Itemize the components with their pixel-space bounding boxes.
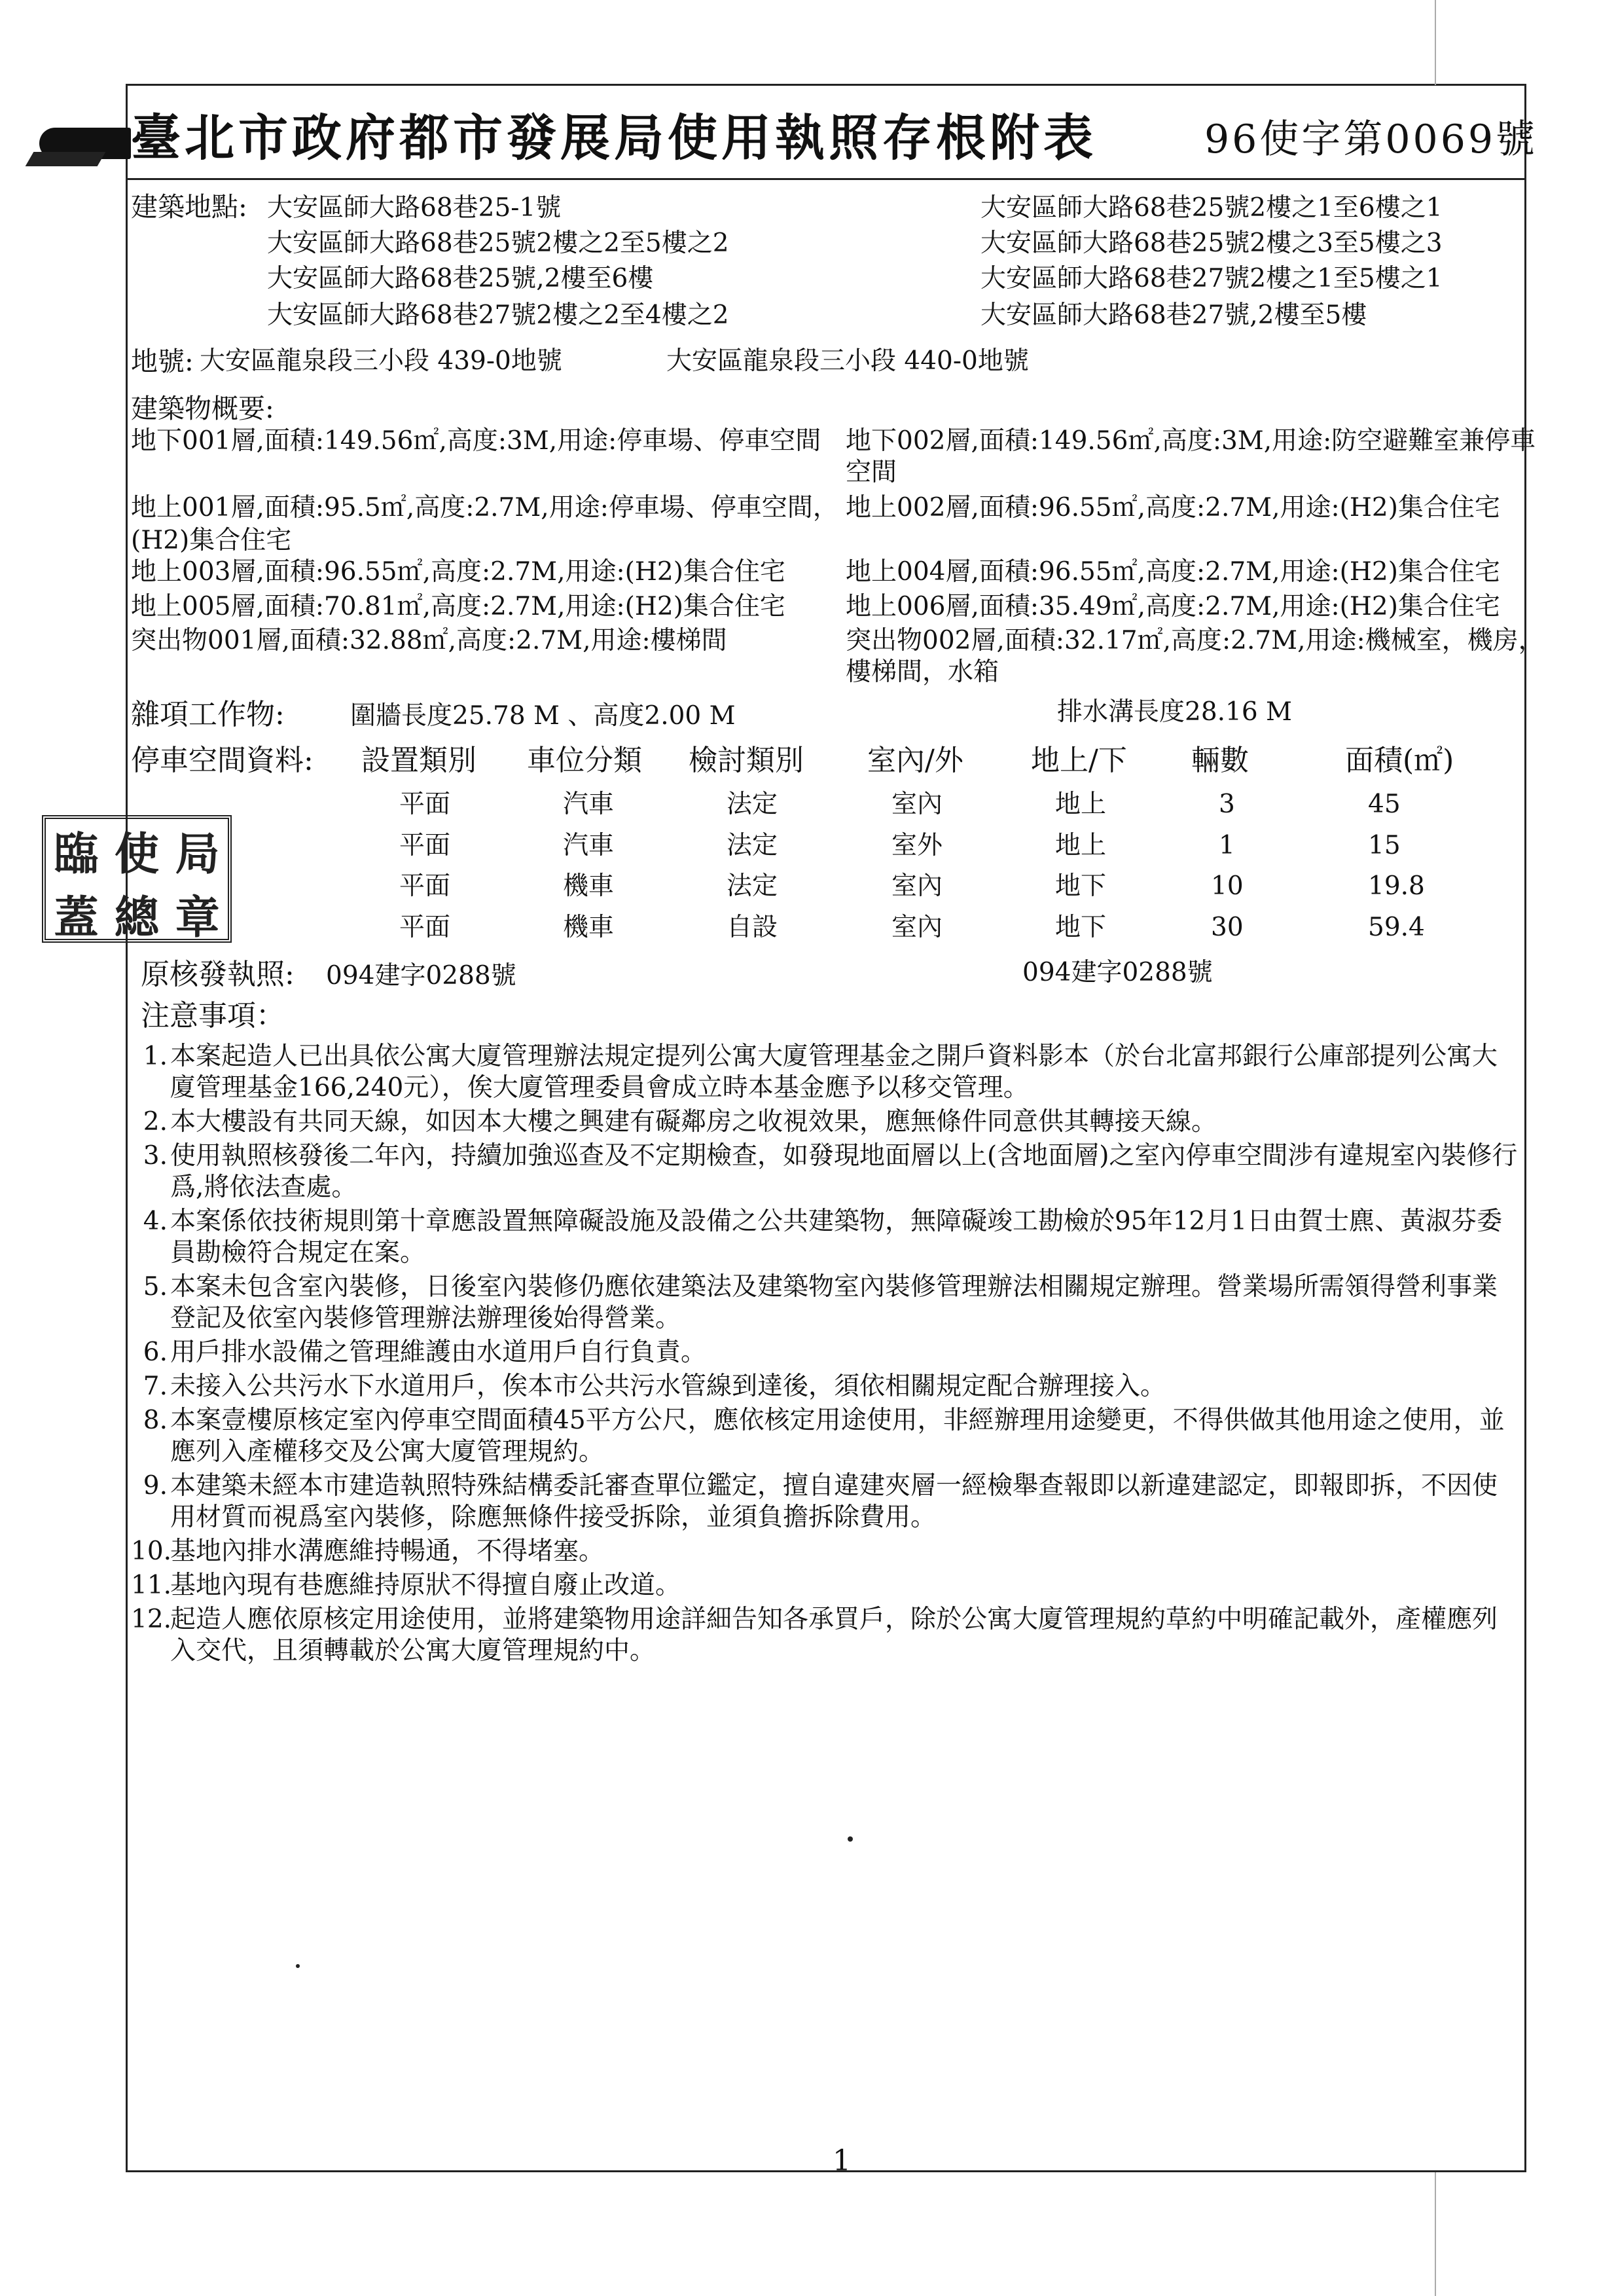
floor-spec: 地下002層,面積:149.56㎡,高度:3M,用途:防空避難室兼停車 [846, 426, 1536, 456]
note-text: 本案壹樓原核定室內停車空間面積45平方公尺，應依核定用途使用，非經辦理用途變更，不得供做其他用途之使用，並應列入產權移交及公寓大廈管理規約。 [170, 1406, 1505, 1467]
site-address: 大安區師大路68巷25號2樓之2至5樓之2 [267, 228, 729, 258]
note-number: 2. [143, 1107, 168, 1137]
note-item [131, 1371, 1519, 1402]
parking-label: 停車空間資料: [131, 744, 314, 777]
note-text: 本大樓設有共同天線，如因本大樓之興建有礙鄰房之收視效果，應無條件同意供其轉接天線。 [170, 1107, 1217, 1137]
note-number: 10. [131, 1537, 172, 1566]
parking-header: 室內/外 [867, 744, 963, 777]
floor-spec: 地下001層,面積:149.56㎡,高度:3M,用途:停車場、停車空間 [131, 426, 821, 456]
note-text: 本建築未經本市建造執照特殊結構委託審查單位鑑定，擅自違建夾層一經檢舉查報即以新違建認定，即報即拆，不因使用材質而視爲室內裝修，除應無條件接受拆除，並須負擔拆除費用。 [170, 1471, 1498, 1532]
parking-header: 車位分類 [527, 744, 642, 777]
seal-character: 蓋 [54, 892, 99, 944]
parking-header: 地上/下 [1031, 744, 1127, 777]
site-label: 建築地點: [131, 191, 247, 223]
note-item [131, 1405, 1519, 1468]
site-address: 大安區師大路68巷25-1號 [267, 193, 562, 223]
overview-label: 建築物概要: [131, 393, 274, 424]
note-number: 11. [131, 1571, 172, 1600]
official-seal [42, 815, 232, 943]
seal-character: 局 [175, 828, 220, 881]
misc-label: 雜項工作物: [131, 698, 285, 731]
parking-cell: 59.4 [1368, 913, 1425, 942]
parking-header: 面積(㎡) [1345, 744, 1454, 777]
parking-cell: 室內 [891, 871, 943, 901]
floor-spec: 突出物002層,面積:32.17㎡,高度:2.7M,用途:機械室，機房， [846, 626, 1544, 655]
note-text: 用戶排水設備之管理維護由水道用戶自行負責。 [170, 1338, 707, 1367]
note-item [131, 1337, 1519, 1368]
parking-cell: 法定 [727, 831, 778, 860]
parking-cell: 10 [1211, 871, 1244, 901]
parking-cell: 地下 [1055, 913, 1107, 942]
parking-cell: 平面 [399, 831, 451, 860]
note-item [131, 1140, 1519, 1203]
note-item [131, 1536, 1519, 1567]
site-address: 大安區師大路68巷27號2樓之2至4樓之2 [267, 301, 729, 330]
note-text: 本案起造人已出具依公寓大廈管理辦法規定提列公寓大廈管理基金之開戶資料影本（於台北富邦銀行公庫部提列公寓大廈管理基金166,240元），俟大廈管理委員會成立時本基金應予以移交管理。 [170, 1042, 1498, 1102]
note-item [131, 1206, 1519, 1269]
notes-list [131, 1041, 1519, 1669]
note-number: 3. [143, 1141, 168, 1171]
document-title: 臺北市政府都市發展局使用執照存根附表 [131, 109, 1097, 167]
parking-header: 輛數 [1191, 744, 1249, 777]
parking-cell: 地上 [1055, 790, 1107, 819]
parking-cell: 45 [1368, 790, 1401, 819]
parking-cell: 15 [1368, 831, 1401, 860]
floor-spec: 地上001層,面積:95.5㎡,高度:2.7M,用途:停車場、停車空間， [131, 493, 838, 522]
site-address: 大安區師大路68巷27號2樓之1至5樓之1 [980, 264, 1443, 293]
floor-spec: 地上006層,面積:35.49㎡,高度:2.7M,用途:(H2)集合住宅 [846, 592, 1500, 621]
seal-character: 使 [114, 828, 159, 881]
parking-cell: 室內 [891, 913, 943, 942]
note-item [131, 1570, 1519, 1601]
parking-cell: 機車 [563, 913, 615, 942]
binding-margin-line [1435, 2172, 1436, 2296]
site-address: 大安區師大路68巷25號2樓之3至5樓之3 [980, 228, 1443, 258]
parking-cell: 地下 [1055, 871, 1107, 901]
parking-cell: 法定 [727, 790, 778, 819]
parking-cell: 室外 [891, 831, 943, 860]
permit-number: 96使字第0069號 [1204, 117, 1538, 162]
parking-cell: 平面 [399, 790, 451, 819]
parking-cell: 室內 [891, 790, 943, 819]
scan-speck [848, 1836, 853, 1842]
floor-spec: 地上005層,面積:70.81㎡,高度:2.7M,用途:(H2)集合住宅 [131, 592, 785, 621]
parking-cell: 汽車 [563, 790, 615, 819]
original-permit-number: 094建字0288號 [326, 961, 516, 991]
note-item [131, 1106, 1519, 1138]
note-number: 6. [143, 1338, 168, 1367]
note-item [131, 1604, 1519, 1667]
note-text: 本案未包含室內裝修，日後室內裝修仍應依建築法及建築物室內裝修管理辦法相關規定辦理。營業場所需領得營利事業登記及依室內裝修管理辦法辦理後始得營業。 [170, 1272, 1498, 1333]
parking-cell: 3 [1219, 790, 1235, 819]
note-number: 7. [143, 1372, 168, 1401]
header-divider [128, 178, 1524, 180]
site-address: 大安區師大路68巷25號2樓之1至6樓之1 [980, 193, 1443, 223]
parking-cell: 1 [1219, 831, 1235, 860]
misc-drain: 排水溝長度28.16 M [1057, 697, 1292, 727]
seal-character: 臨 [54, 828, 99, 881]
note-text: 基地內現有巷應維持原狀不得擅自廢止改道。 [170, 1571, 681, 1600]
seal-character: 章 [175, 892, 220, 944]
note-item [131, 1041, 1519, 1104]
misc-wall: 圍牆長度25.78 M 、高度2.00 M [350, 701, 736, 731]
parking-cell: 地上 [1055, 831, 1107, 860]
parking-cell: 30 [1211, 913, 1244, 942]
note-item [131, 1470, 1519, 1533]
parking-cell: 汽車 [563, 831, 615, 860]
floor-spec: 地上002層,面積:96.55㎡,高度:2.7M,用途:(H2)集合住宅 [846, 493, 1500, 522]
note-number: 5. [143, 1272, 168, 1302]
note-text: 使用執照核發後二年內，持續加強巡查及不定期檢查，如發現地面層以上(含地面層)之室內停車空間涉有違規室內裝修行爲,將依法查處。 [170, 1141, 1518, 1202]
note-text: 本案係依技術規則第十章應設置無障礙設施及設備之公共建築物，無障礙竣工勘檢於95年12月1日由賀士麃、黃淑芬委員勘檢符合規定在案。 [170, 1207, 1503, 1267]
scan-artifact [26, 152, 106, 166]
note-item [131, 1271, 1519, 1334]
floor-spec: 空間 [846, 458, 897, 487]
note-number: 9. [143, 1471, 168, 1501]
note-number: 12. [131, 1605, 172, 1634]
original-permit-number: 094建字0288號 [1022, 958, 1213, 987]
note-number: 8. [143, 1406, 168, 1435]
parking-cell: 平面 [399, 871, 451, 901]
binding-margin-line [1435, 0, 1436, 85]
note-number: 4. [143, 1207, 168, 1236]
note-text: 起造人應依原核定用途使用，並將建築物用途詳細告知各承買戶，除於公寓大廈管理規約草約中明確記載外，產權應列入交代，且須轉載於公寓大廈管理規約中。 [170, 1605, 1498, 1666]
seal-character: 總 [114, 892, 159, 944]
parking-cell: 機車 [563, 871, 615, 901]
original-permit-label: 原核發執照: [141, 958, 295, 991]
site-address: 大安區師大路68巷25號,2樓至6樓 [267, 264, 654, 293]
parking-header: 設置類別 [361, 744, 476, 777]
note-number: 1. [143, 1042, 168, 1071]
floor-spec: 地上003層,面積:96.55㎡,高度:2.7M,用途:(H2)集合住宅 [131, 557, 785, 587]
floor-spec: 地上004層,面積:96.55㎡,高度:2.7M,用途:(H2)集合住宅 [846, 557, 1500, 587]
note-text: 未接入公共污水下水道用戶，俟本市公共污水管線到達後，須依相關規定配合辦理接入。 [170, 1372, 1166, 1401]
parking-cell: 自設 [727, 913, 778, 942]
parking-header: 檢討類別 [689, 744, 804, 777]
scan-speck [296, 1964, 300, 1968]
lot-number: 大安區龍泉段三小段 440-0地號 [666, 346, 1029, 376]
floor-spec: 突出物001層,面積:32.88㎡,高度:2.7M,用途:樓梯間 [131, 626, 727, 655]
lot-label: 地號: [131, 346, 194, 377]
page-number: 1 [833, 2144, 851, 2178]
parking-cell: 19.8 [1368, 871, 1425, 901]
lot-number: 大安區龍泉段三小段 439-0地號 [200, 346, 562, 376]
parking-cell: 法定 [727, 871, 778, 901]
parking-cell: 平面 [399, 913, 451, 942]
floor-spec: 樓梯間，水箱 [846, 657, 999, 687]
notes-label: 注意事項： [141, 999, 285, 1032]
site-address: 大安區師大路68巷27號,2樓至5樓 [980, 301, 1367, 330]
note-text: 基地內排水溝應維持暢通，不得堵塞。 [170, 1537, 605, 1566]
floor-spec: (H2)集合住宅 [131, 526, 292, 555]
